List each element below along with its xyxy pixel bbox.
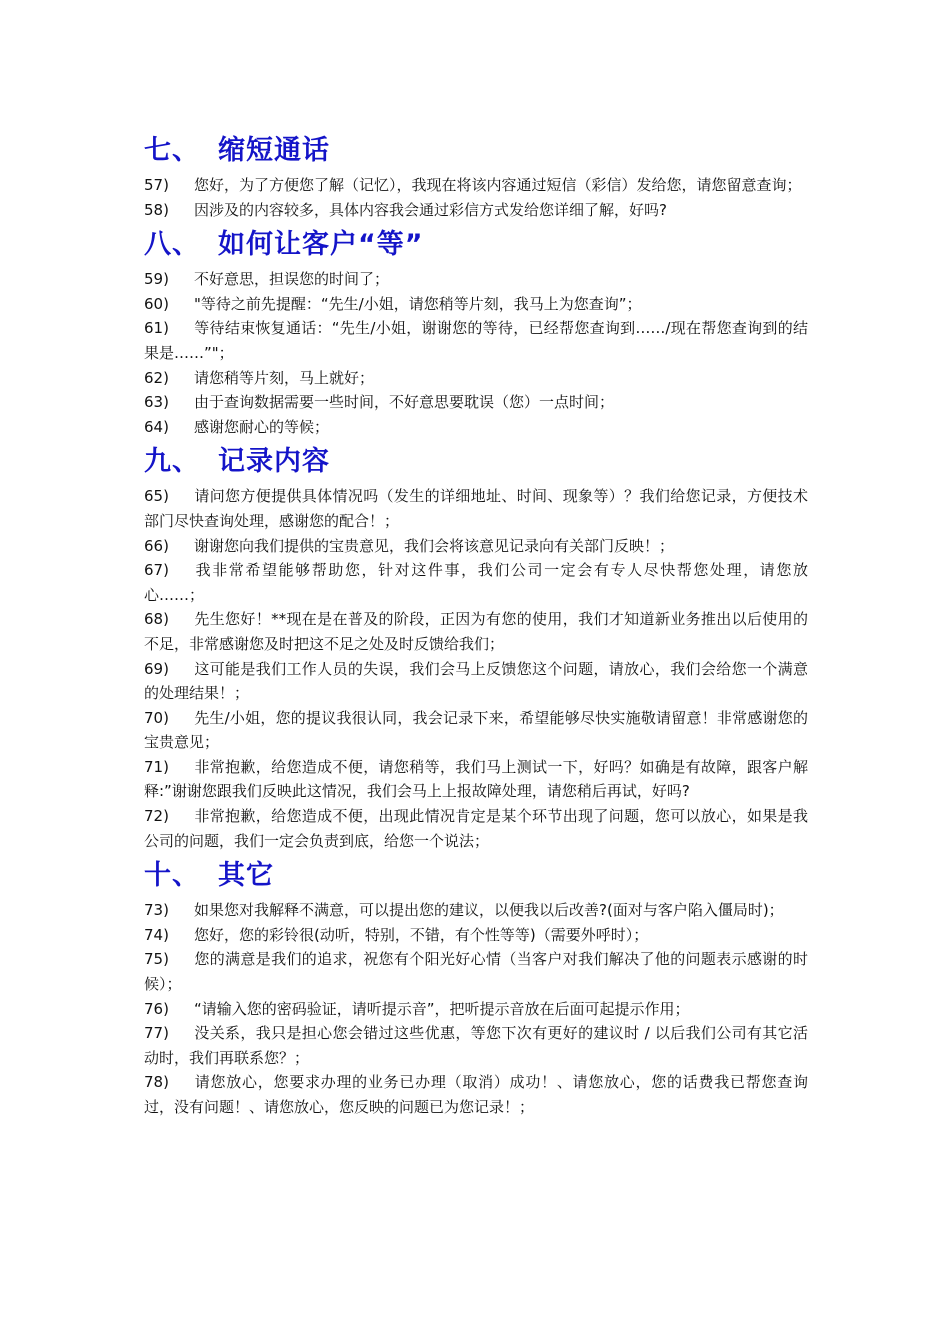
list-item: [144, 267, 808, 292]
item-number: 70): [144, 708, 169, 727]
item-number: 57): [144, 176, 169, 194]
item-number: 59): [144, 270, 169, 289]
item-text: 您好，为了方便您了解（记忆），我现在将该内容通过短信（彩信）发给您，请您留意查询；: [194, 176, 802, 194]
list-item: [144, 755, 808, 804]
list-item: [144, 997, 808, 1022]
item-text: "等待之前先提醒：“先生/小姐，请您稍等片刻，我马上为您查询”；: [194, 294, 642, 313]
item-list: [144, 267, 808, 439]
item-number: 77): [144, 1024, 169, 1043]
item-text: 不好意思，担误您的时间了；: [194, 270, 390, 289]
item-text: 感谢您耐心的等候；: [194, 417, 330, 436]
section-title: 如何让客户“等”: [218, 229, 424, 261]
list-item: [144, 898, 808, 923]
item-number: 65): [144, 487, 169, 506]
list-item: [144, 1070, 808, 1119]
item-number: 76): [144, 999, 169, 1018]
list-item: [144, 534, 808, 559]
item-text: 没关系，我只是担心您会错过这些优惠，等您下次有更好的建议时 / 以后我们公司有其它活动时，我们再联系您？；: [144, 1024, 808, 1067]
item-list: [144, 173, 808, 222]
item-text: 由于查询数据需要一些时间，不好意思要耽误（您）一点时间；: [194, 393, 615, 412]
section-10: [144, 853, 808, 1119]
item-text: 非常抱歉，给您造成不便，出现此情况肯定是某个环节出现了问题，您可以放心，如果是我公司的问题，我们一定会负责到底，给您一个说法；: [144, 807, 808, 850]
item-text: 请问您方便提供具体情况吗（发生的详细地址、时间、现象等）？我们给您记录，方便技术部门尽快查询处理，感谢您的配合！；: [144, 487, 808, 530]
list-item: [144, 947, 808, 996]
item-number: 69): [144, 659, 169, 678]
list-item: [144, 706, 808, 755]
section-title: 记录内容: [218, 446, 330, 478]
list-item: [144, 607, 808, 656]
section-number: 七、: [144, 135, 200, 166]
list-item: [144, 923, 808, 948]
item-number: 73): [144, 901, 169, 920]
item-text: “请输入您的密码验证，请听提示音”，把听提示音放在后面可起提示作用；: [194, 999, 690, 1018]
item-number: 71): [144, 757, 169, 776]
item-number: 63): [144, 393, 169, 412]
section-7: [144, 128, 808, 222]
section-8: [144, 222, 808, 439]
item-text: 请您放心，您要求办理的业务已办理（取消）成功！、请您放心，您的话费我已帮您查询过，没有问题！、请您放心，您反映的问题已为您记录！；: [144, 1073, 808, 1116]
item-text: 您好，您的彩铃很(动听，特别，不错，有个性等等)（需要外呼时）；: [194, 925, 649, 944]
item-list: [144, 898, 808, 1119]
item-number: 78): [144, 1073, 169, 1092]
item-number: 64): [144, 417, 169, 436]
list-item: [144, 657, 808, 706]
section-number: 十、: [144, 860, 200, 892]
item-number: 74): [144, 925, 169, 944]
section-heading: [144, 128, 808, 173]
item-number: 58): [144, 200, 169, 219]
section-title: 缩短通话: [218, 135, 330, 166]
list-item: [144, 198, 808, 223]
list-item: [144, 415, 808, 440]
section-title: 其它: [218, 860, 274, 892]
list-item: [144, 292, 808, 317]
item-list: [144, 484, 808, 853]
section-9: [144, 439, 808, 853]
section-heading: [144, 853, 808, 898]
item-number: 66): [144, 536, 169, 555]
item-text: 先生/小姐，您的提议我很认同，我会记录下来，希望能够尽快实施敬请留意！非常感谢您的宝贵意见；: [144, 708, 808, 752]
item-text: 等待结束恢复通话：“先生/小姐，谢谢您的等待，已经帮您查询到……/现在帮您查询到的结果是……”"；: [144, 319, 808, 362]
item-text: 谢谢您向我们提供的宝贵意见，我们会将该意见记录向有关部门反映！；: [194, 536, 675, 555]
item-number: 62): [144, 368, 169, 387]
list-item: [144, 804, 808, 853]
list-item: [144, 173, 808, 198]
list-item: [144, 366, 808, 391]
item-number: 72): [144, 807, 169, 826]
item-text: 如果您对我解释不满意，可以提出您的建议，以便我以后改善?(面对与客户陷入僵局时)；: [194, 901, 784, 920]
item-number: 68): [144, 610, 169, 629]
list-item: [144, 558, 808, 607]
item-text: 您的满意是我们的追求，祝您有个阳光好心情（当客户对我们解决了他的问题表示感谢的时候）；: [144, 950, 808, 994]
list-item: [144, 484, 808, 533]
section-number: 八、: [144, 229, 200, 261]
item-number: 60): [144, 294, 169, 313]
document-page: [144, 128, 808, 1120]
item-number: 61): [144, 319, 169, 338]
section-heading: [144, 439, 808, 484]
list-item: [144, 1021, 808, 1070]
item-text: 非常抱歉，给您造成不便，请您稍等，我们马上测试一下，好吗？如确是有故障，跟客户解释:”谢谢您跟我们反映此这情况，我们会马上上报故障处理，请您稍后再试，好吗?: [144, 757, 808, 801]
item-text: 先生您好！**现在是在普及的阶段，正因为有您的使用，我们才知道新业务推出以后使用的不足，非常感谢您及时把这不足之处及时反馈给我们；: [144, 610, 808, 653]
section-number: 九、: [144, 446, 200, 478]
list-item: [144, 390, 808, 415]
item-text: 因涉及的内容较多，具体内容我会通过彩信方式发给您详细了解，好吗?: [194, 200, 667, 219]
item-number: 67): [144, 561, 169, 580]
section-heading: [144, 222, 808, 267]
item-number: 75): [144, 950, 169, 969]
list-item: [144, 316, 808, 365]
item-text: 我非常希望能够帮助您，针对这件事，我们公司一定会有专人尽快帮您处理，请您放心……；: [144, 561, 808, 604]
item-text: 请您稍等片刻，马上就好；: [194, 368, 375, 387]
item-text: 这可能是我们工作人员的失误，我们会马上反馈您这个问题，请放心，我们会给您一个满意的处理结果！；: [144, 659, 808, 703]
